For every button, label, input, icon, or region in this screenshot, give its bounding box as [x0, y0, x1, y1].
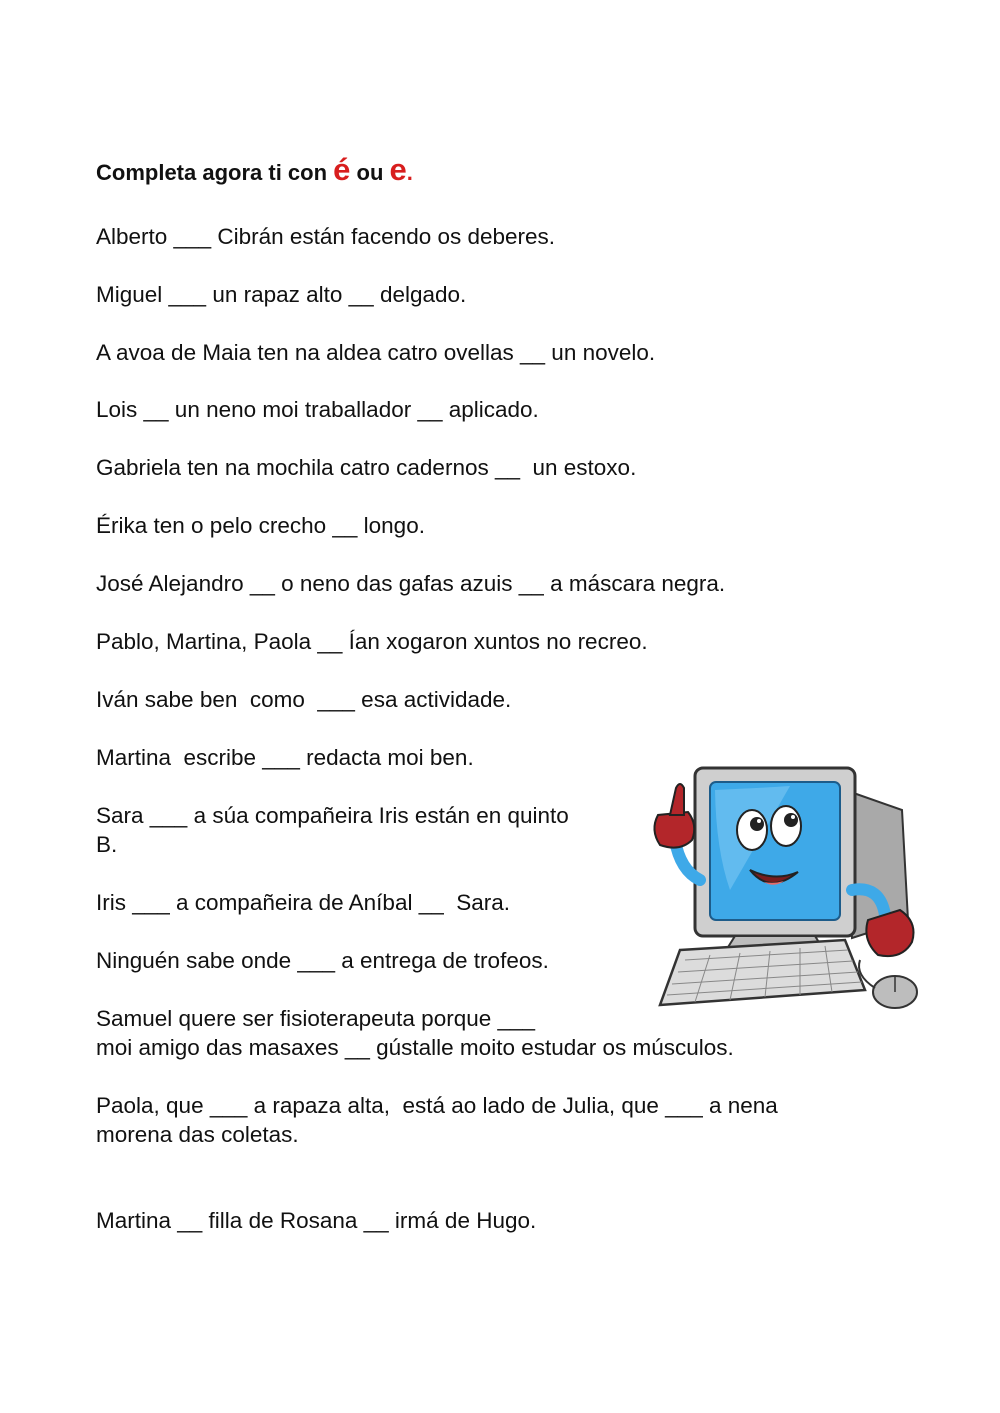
sentence-8: Pablo, Martina, Paola __ Ían xogaron xuntos no recreo. [96, 629, 648, 654]
sentence-11-line-2: B. [96, 832, 118, 857]
title-prefix: Completa agora ti con [96, 160, 334, 185]
title-accent-e: e [389, 152, 407, 187]
sentence-7: José Alejandro __ o neno das gafas azuis __ a máscara negra. [96, 571, 726, 596]
sentence-14-line-1: Samuel quere ser fisioterapeuta porque ___ [96, 1006, 536, 1031]
sentence-11-line-1: Sara ___ a súa compañeira Iris están en quinto [96, 803, 569, 828]
sentence-6: Érika ten o pelo crecho __ longo. [96, 513, 425, 538]
sentence-13: Ninguén sabe onde ___ a entrega de trofeos. [96, 948, 549, 973]
sentence-15-line-1: Paola, que ___ a rapaza alta, está ao lado de Julia, que ___ a nena [96, 1093, 778, 1118]
sentence-12: Iris ___ a compañeira de Aníbal __ Sara. [96, 890, 511, 915]
worksheet-title [96, 152, 413, 188]
sentence-3: A avoa de Maia ten na aldea catro ovellas __ un novelo. [96, 340, 656, 365]
sentence-1: Alberto ___ Cibrán están facendo os deberes. [96, 224, 556, 249]
sentence-2: Miguel ___ un rapaz alto __ delgado. [96, 282, 467, 307]
sentence-9: Iván sabe ben como ___ esa actividade. [96, 687, 512, 712]
sentence-16: Martina __ filla de Rosana __ irmá de Hugo. [96, 1208, 537, 1233]
title-accent-e-acute: é [333, 152, 351, 187]
sentence-15-line-2: morena das coletas. [96, 1122, 299, 1147]
sentence-5: Gabriela ten na mochila catro cadernos __ un estoxo. [96, 455, 637, 480]
sentence-4: Lois __ un neno moi traballador __ aplicado. [96, 397, 539, 422]
title-dot: . [406, 160, 413, 185]
sentence-14-line-2: moi amigo das masaxes __ gústalle moito estudar os músculos. [96, 1035, 734, 1060]
title-middle: ou [350, 160, 390, 185]
computer-mascot-icon [640, 760, 930, 1030]
sentence-10: Martina escribe ___ redacta moi ben. [96, 745, 474, 770]
